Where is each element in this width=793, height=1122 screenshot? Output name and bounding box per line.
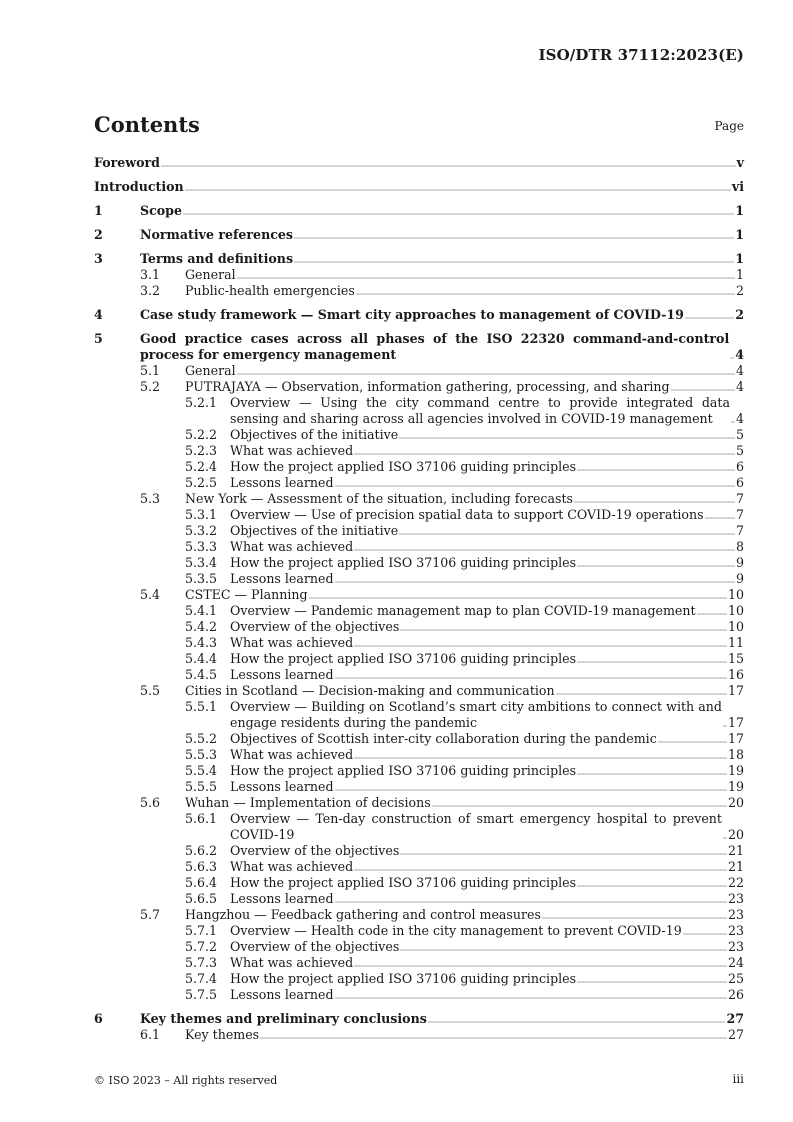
toc-entry-5-4-4[interactable]: 5.4.4 How the project applied ISO 37106 guiding principles 15 [185,651,744,666]
toc-entry-5-4[interactable]: 5.4 CSTEC — Planning 10 [140,587,744,602]
toc-entry-5-3-3[interactable]: 5.3.3 What was achieved 8 [185,539,744,554]
toc-entry-5-7-4[interactable]: 5.7.4 How the project applied ISO 37106 guiding principles 25 [185,971,744,986]
toc-entry-5-3-5[interactable]: 5.3.5 Lessons learned 9 [185,571,744,586]
toc-entry-3[interactable]: 3 Terms and definitions 1 [94,251,744,266]
toc-entry-5-7-2[interactable]: 5.7.2 Overview of the objectives 23 [185,939,744,954]
toc-entry-5-6-1[interactable]: 5.6.1 Overview — Ten-day construction of smart emergency hospital to prevent COVID-19 20 [185,811,744,842]
toc-entry-5-7-1[interactable]: 5.7.1 Overview — Health code in the city management to prevent COVID-19 23 [185,923,744,938]
toc-entry-5-7-5[interactable]: 5.7.5 Lessons learned 26 [185,987,744,1002]
page-title: Contents [94,112,200,137]
toc-entry-5-3-4[interactable]: 5.3.4 How the project applied ISO 37106 guiding principles 9 [185,555,744,570]
table-of-contents [94,155,744,1043]
toc-entry-5-4-5[interactable]: 5.4.5 Lessons learned 16 [185,667,744,682]
page-column-label: Page [714,119,744,133]
toc-entry-5-5[interactable]: 5.5 Cities in Scotland — Decision-making and communication 17 [140,683,744,698]
toc-entry-5-5-1[interactable]: 5.5.1 Overview — Building on Scotland’s smart city ambitions to connect with and engage residents during the pandemic 17 [185,699,744,730]
toc-entry-5-3[interactable]: 5.3 New York — Assessment of the situation, including forecasts 7 [140,491,744,506]
toc-entry-5-6-3[interactable]: 5.6.3 What was achieved 21 [185,859,744,874]
document-id-header: ISO/DTR 37112:2023(E) [538,46,744,64]
toc-entry-5-2-3[interactable]: 5.2.3 What was achieved 5 [185,443,744,458]
toc-entry-5-7[interactable]: 5.7 Hangzhou — Feedback gathering and control measures 23 [140,907,744,922]
toc-entry-5-5-2[interactable]: 5.5.2 Objectives of Scottish inter-city collaboration during the pandemic 17 [185,731,744,746]
toc-entry-2[interactable]: 2 Normative references 1 [94,227,744,242]
toc-entry-3-1[interactable]: 3.1 General 1 [140,267,744,282]
toc-entry-5-4-3[interactable]: 5.4.3 What was achieved 11 [185,635,744,650]
toc-entry-5-7-3[interactable]: 5.7.3 What was achieved 24 [185,955,744,970]
toc-entry-5-6[interactable]: 5.6 Wuhan — Implementation of decisions 20 [140,795,744,810]
toc-entry-5-2-5[interactable]: 5.2.5 Lessons learned 6 [185,475,744,490]
toc-entry-5-5-5[interactable]: 5.5.5 Lessons learned 19 [185,779,744,794]
toc-entry-5-2-2[interactable]: 5.2.2 Objectives of the initiative 5 [185,427,744,442]
toc-entry-4[interactable]: 4 Case study framework — Smart city approaches to management of COVID-19 2 [94,307,744,322]
toc-entry-5-1[interactable]: 5.1 General 4 [140,363,744,378]
toc-entry-6[interactable]: 6 Key themes and preliminary conclusions 27 [94,1011,744,1026]
toc-entry-5-5-3[interactable]: 5.5.3 What was achieved 18 [185,747,744,762]
toc-entry-3-2[interactable]: 3.2 Public-health emergencies 2 [140,283,744,298]
toc-entry-5-2[interactable]: 5.2 PUTRAJAYA — Observation, information gathering, processing, and sharing 4 [140,379,744,394]
toc-entry-5-4-2[interactable]: 5.4.2 Overview of the objectives 10 [185,619,744,634]
toc-entry-5-4-1[interactable]: 5.4.1 Overview — Pandemic management map to plan COVID-19 management 10 [185,603,744,618]
toc-entry-5-6-2[interactable]: 5.6.2 Overview of the objectives 21 [185,843,744,858]
toc-entry-5-3-2[interactable]: 5.3.2 Objectives of the initiative 7 [185,523,744,538]
toc-entry-5-2-1[interactable]: 5.2.1 Overview — Using the city command centre to provide integrated data sensing and sharing across all agencies involved in COVID-19 management 4 [185,395,744,426]
toc-entry-5-3-1[interactable]: 5.3.1 Overview — Use of precision spatial data to support COVID-19 operations 7 [185,507,744,522]
footer-copyright: © ISO 2023 – All rights reserved [94,1074,278,1087]
toc-entry-5[interactable]: 5 Good practice cases across all phases of the ISO 22320 command-and-control process for emergency management 4 [94,331,744,362]
toc-entry-foreword[interactable]: Foreword v [94,155,744,170]
footer-page-number: iii [732,1072,744,1086]
toc-entry-6-1[interactable]: 6.1 Key themes 27 [140,1027,744,1042]
toc-entry-5-5-4[interactable]: 5.5.4 How the project applied ISO 37106 guiding principles 19 [185,763,744,778]
toc-entry-5-6-5[interactable]: 5.6.5 Lessons learned 23 [185,891,744,906]
toc-entry-1[interactable]: 1 Scope 1 [94,203,744,218]
toc-entry-5-2-4[interactable]: 5.2.4 How the project applied ISO 37106 guiding principles 6 [185,459,744,474]
toc-entry-5-6-4[interactable]: 5.6.4 How the project applied ISO 37106 guiding principles 22 [185,875,744,890]
toc-entry-introduction[interactable]: Introduction vi [94,179,744,194]
